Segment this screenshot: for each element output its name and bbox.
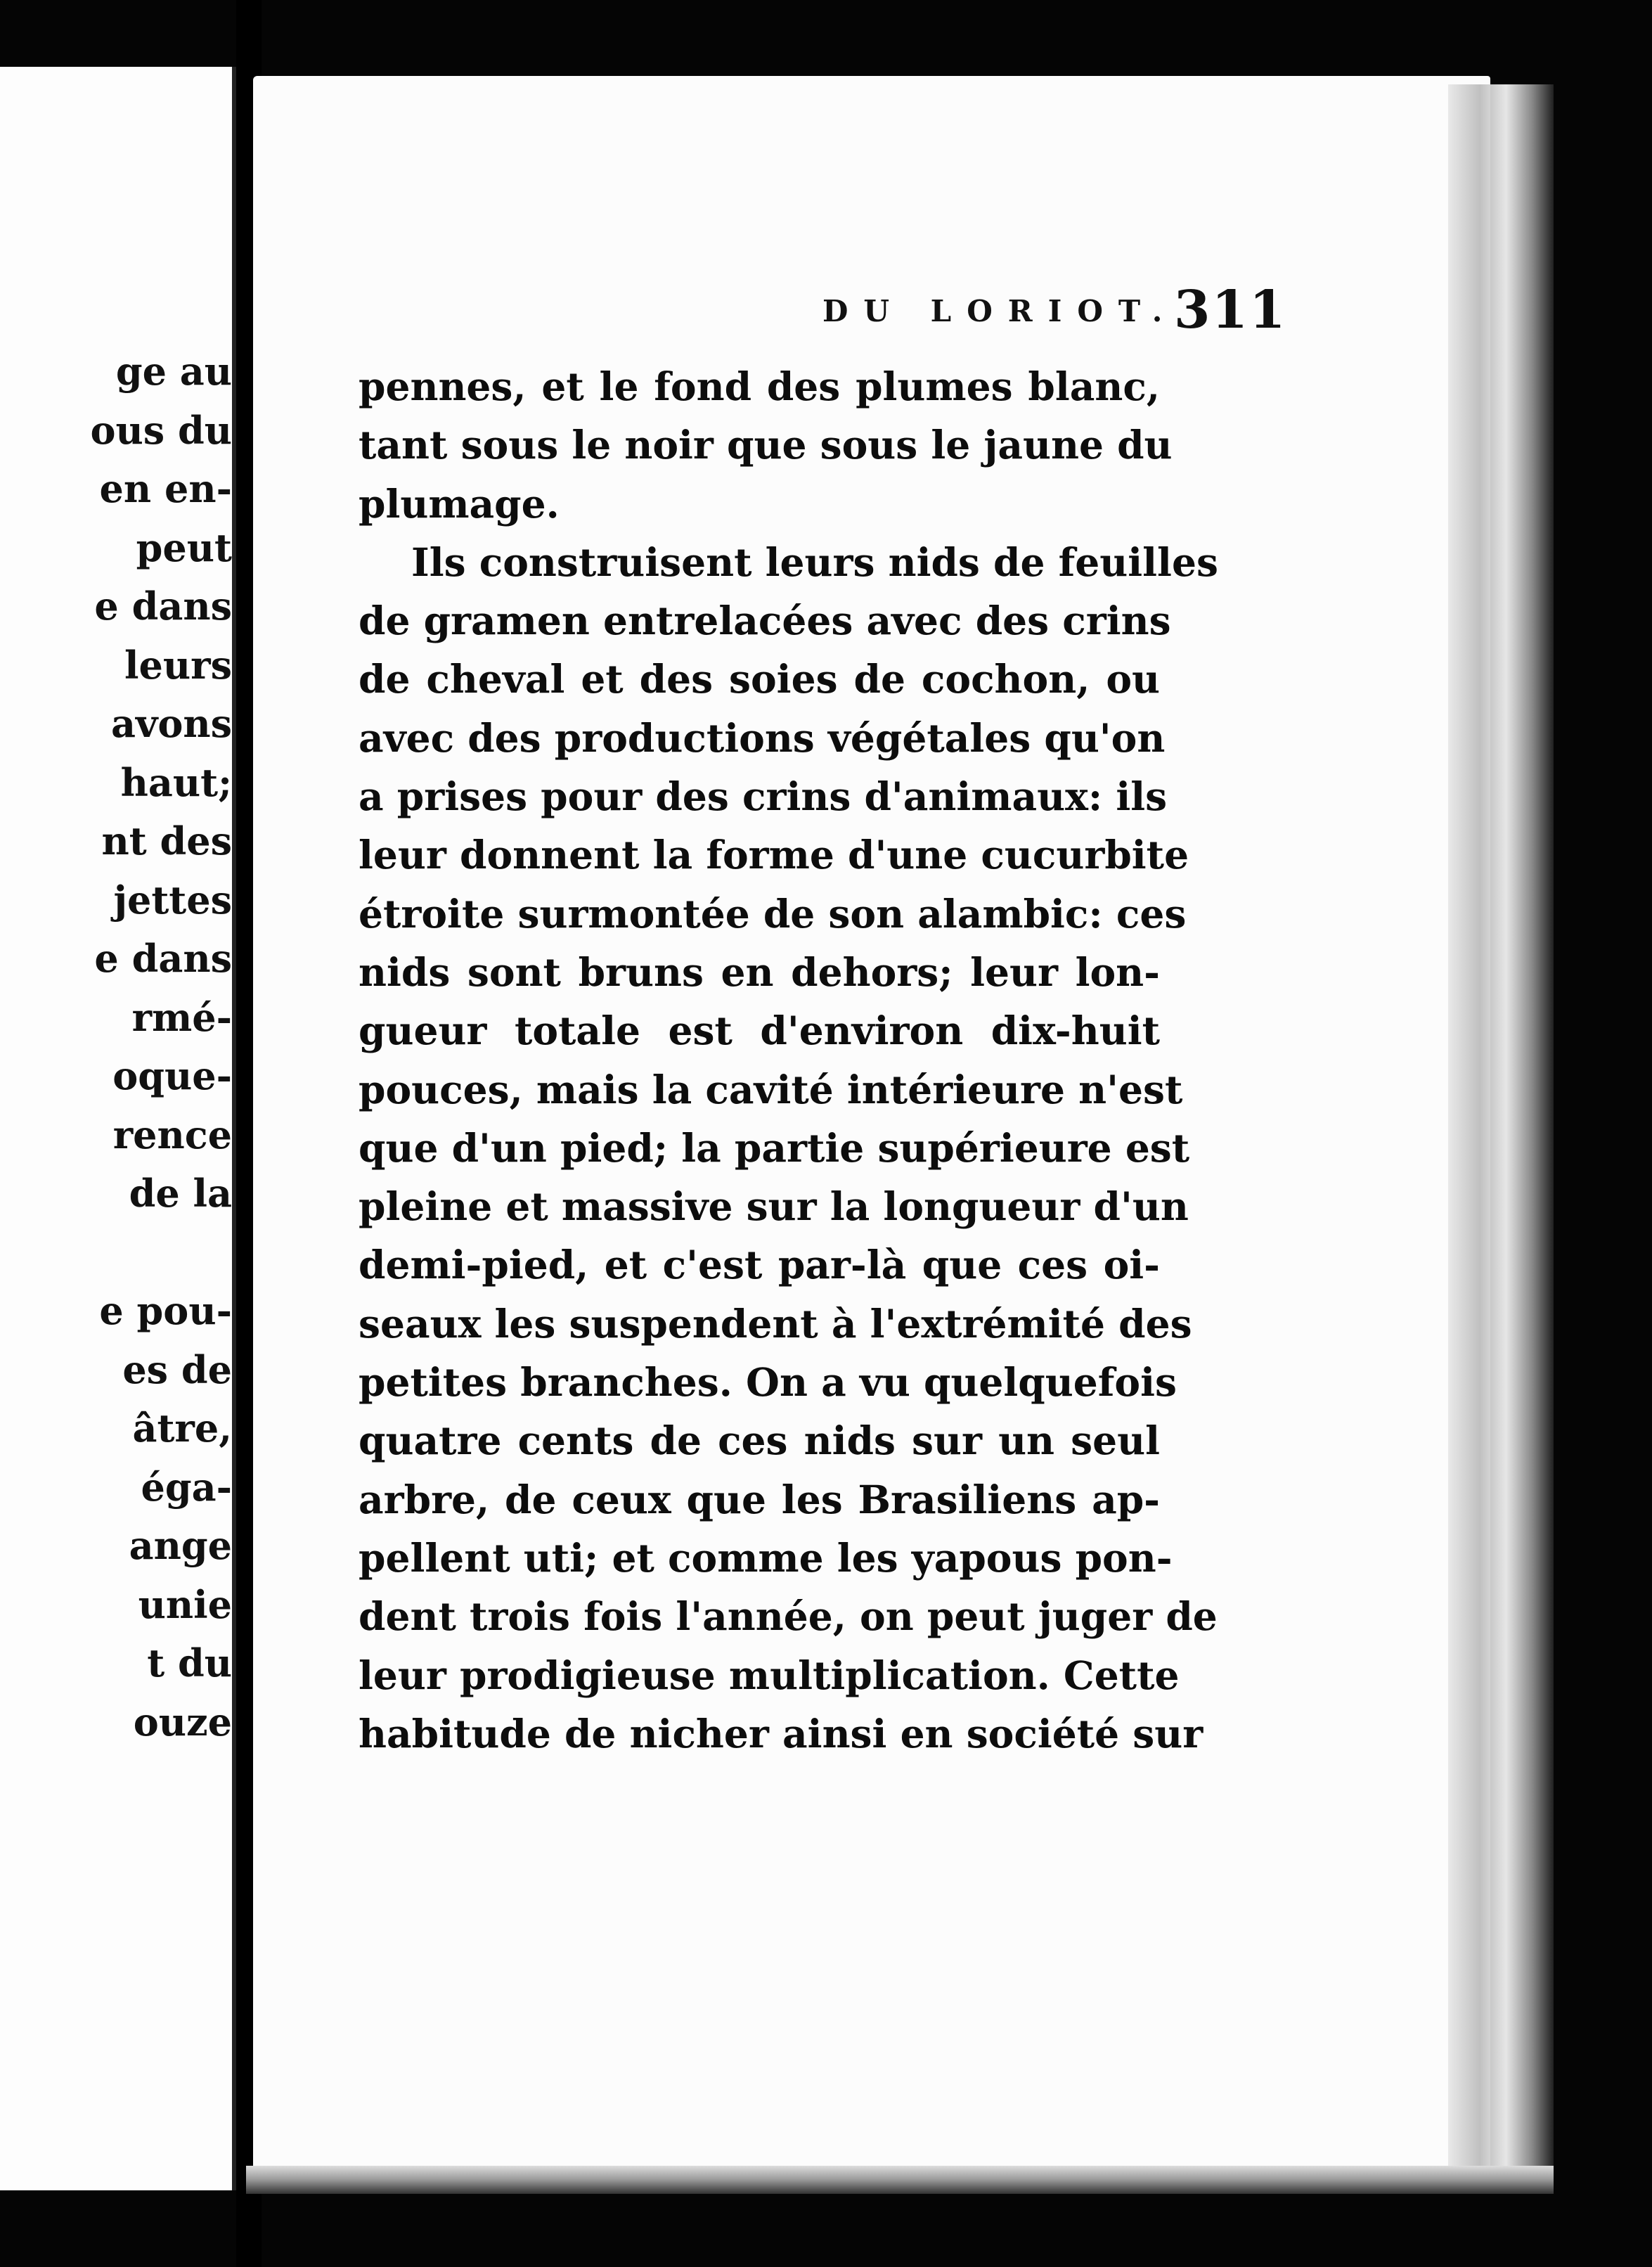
text-line: leur prodigieuse multiplication. Cette xyxy=(359,1652,1180,1698)
text-line: que d'un pied; la partie supérieure est xyxy=(359,1124,1190,1171)
text-line: pleine et massive sur la longueur d'un xyxy=(359,1183,1189,1230)
left-text-line: rence xyxy=(112,1112,232,1157)
body-text xyxy=(359,357,1218,1763)
left-text-line: e pou- xyxy=(99,1288,232,1333)
left-text-line: éga- xyxy=(141,1464,232,1510)
left-text-line: avons xyxy=(110,701,232,746)
left-text-line: de la xyxy=(129,1171,232,1216)
text-line: petites branches. On a vu quelquefois xyxy=(359,1359,1177,1406)
text-line: quatre cents de ces nids sur un seul xyxy=(359,1418,1160,1464)
page-edges xyxy=(1448,84,1554,2187)
text-line: dent trois fois l'année, on peut juger de xyxy=(359,1593,1218,1640)
text-line: plumage. xyxy=(359,480,560,527)
left-text-line: ange xyxy=(129,1523,232,1568)
left-text-line: oque- xyxy=(112,1053,232,1098)
running-title: DU LORIOT. xyxy=(822,294,1178,328)
text-line: Ils construisent leurs nids de feuilles xyxy=(411,539,1218,585)
text-line: pellent uti; et comme les yapous pon- xyxy=(359,1534,1173,1581)
text-line: gueur totale est d'environ dix-huit xyxy=(359,1008,1160,1054)
left-text-line: jettes xyxy=(113,877,232,923)
text-line: de gramen entrelacées avec des crins xyxy=(359,598,1171,644)
left-text-line: ge au xyxy=(115,349,232,394)
left-text-line: en en- xyxy=(99,466,232,511)
left-text-line xyxy=(91,1224,233,1283)
page-number: 311 xyxy=(1174,280,1287,340)
left-text-line: leurs xyxy=(124,642,232,688)
text-line: tant sous le noir que sous le jaune du xyxy=(359,422,1173,468)
text-line: nids sont bruns en dehors; leur lon- xyxy=(359,949,1160,995)
page-bottom-edge xyxy=(246,2166,1554,2194)
running-head xyxy=(366,280,1420,350)
left-text-line: t du xyxy=(147,1640,232,1685)
left-text-line: unie xyxy=(138,1581,232,1627)
left-text-line: ouze xyxy=(133,1699,232,1745)
text-line: pouces, mais la cavité intérieure n'est xyxy=(359,1066,1183,1112)
text-line: étroite surmontée de son alambic: ces xyxy=(359,890,1187,937)
text-line: habitude de nicher ainsi en société sur xyxy=(359,1710,1203,1757)
left-text-line: rmé- xyxy=(131,994,232,1040)
left-text-line: peut xyxy=(136,525,232,570)
left-text-line: e dans xyxy=(94,936,232,981)
left-text-line: haut; xyxy=(120,759,232,805)
left-text-line: es de xyxy=(122,1347,232,1392)
text-line: demi-pied, et c'est par-là que ces oi- xyxy=(359,1242,1160,1288)
text-line: a prises pour des crins d'animaux: ils xyxy=(359,773,1168,820)
text-line: avec des productions végétales qu'on xyxy=(359,714,1166,761)
text-line: leur donnent la forme d'une cucurbite xyxy=(359,832,1189,878)
text-line: seaux les suspendent à l'extrémité des xyxy=(359,1300,1192,1347)
left-text-line: nt des xyxy=(101,818,232,863)
left-page-text xyxy=(90,342,232,1752)
text-line: arbre, de ceux que les Brasiliens ap- xyxy=(359,1476,1160,1522)
text-line: pennes, et le fond des plumes blanc, xyxy=(359,364,1160,409)
left-page xyxy=(0,67,236,2190)
left-text-line: ous du xyxy=(90,407,232,453)
text-line: de cheval et des soies de cochon, ou xyxy=(359,656,1160,702)
left-text-line: e dans xyxy=(94,584,232,629)
right-page xyxy=(253,76,1490,2192)
left-text-line: âtre, xyxy=(132,1406,232,1451)
